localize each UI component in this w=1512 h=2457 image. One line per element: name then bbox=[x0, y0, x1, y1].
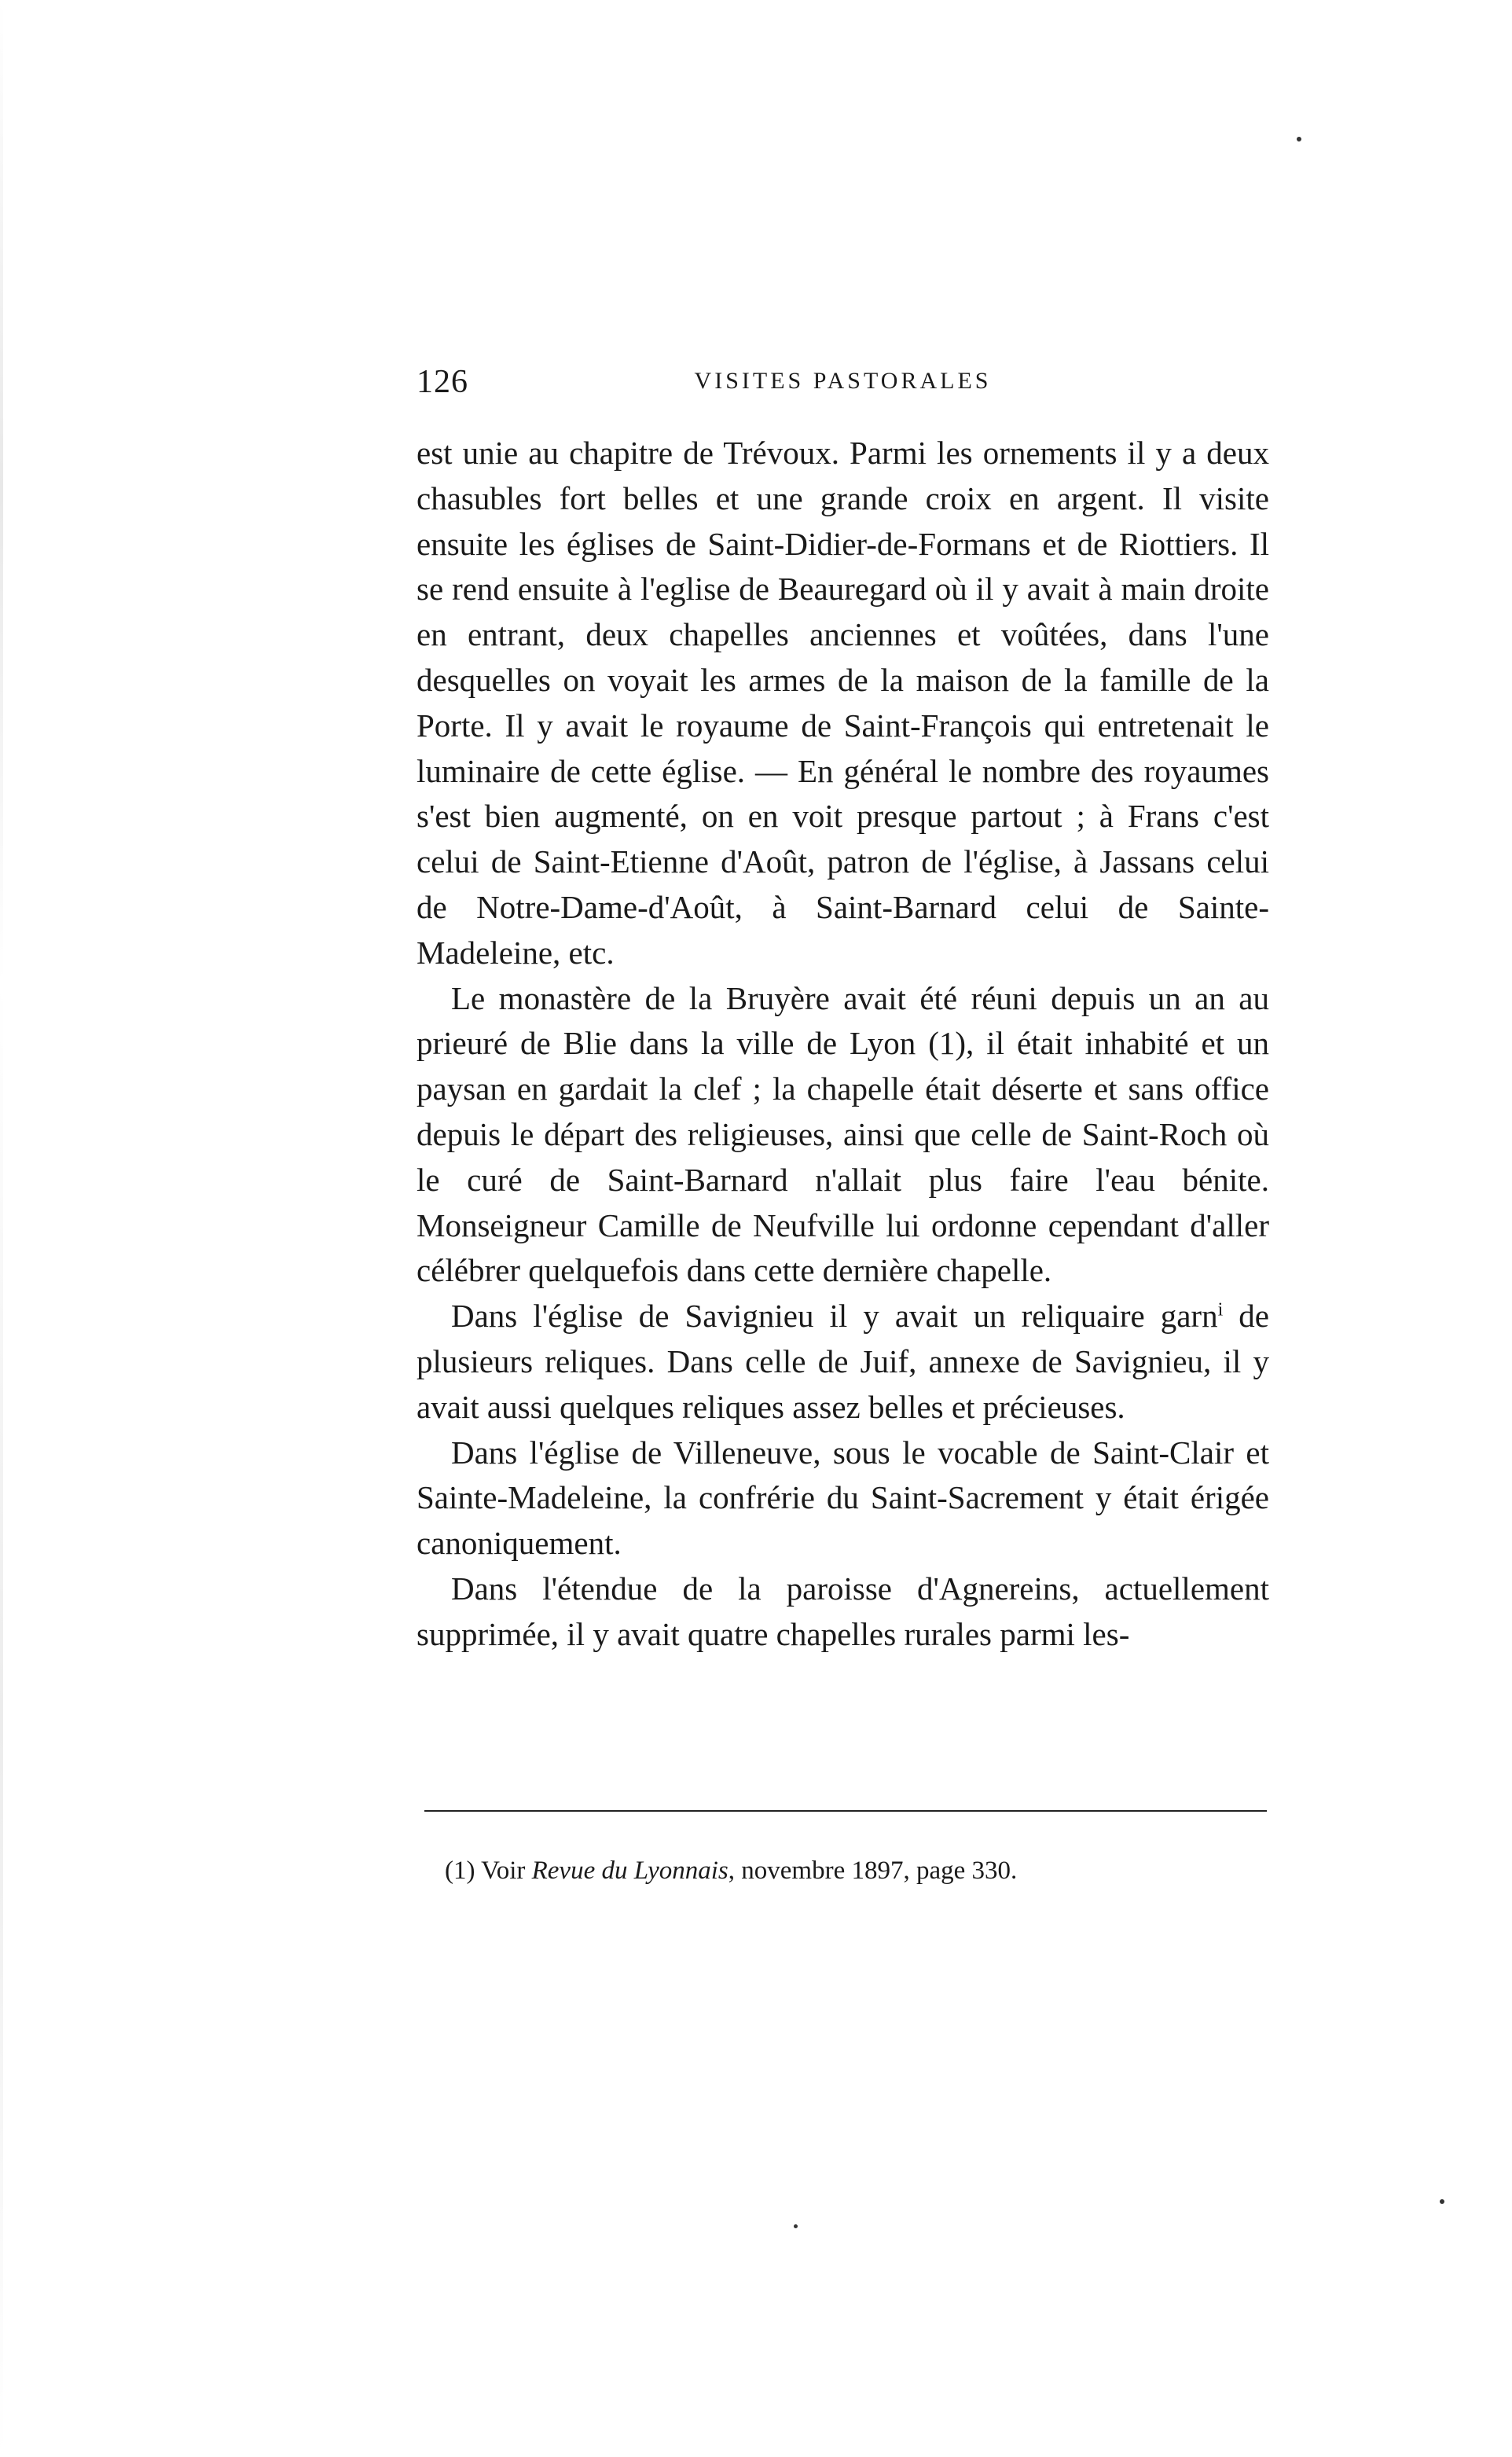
page-header bbox=[417, 363, 1269, 410]
paragraph-3 bbox=[417, 1294, 1269, 1430]
paragraph-5: Dans l'étendue de la paroisse d'Agnereins, actuellement supprimée, il y avait quatre chapelles rurales parmi les- bbox=[417, 1570, 1269, 1652]
paragraph-3-superscript: i bbox=[1217, 1299, 1224, 1320]
running-head: VISITES PASTORALES bbox=[694, 368, 992, 394]
ink-speck bbox=[794, 2224, 798, 2228]
ink-speck bbox=[1297, 137, 1301, 141]
paragraph-2: Le monastère de la Bruyère avait été réuni depuis un an au prieuré de Blie dans la ville de Lyon (1), il était inhabité et un paysan en gardait la clef ; la chapelle était déserte et sans office depuis le départ des religieuses, ainsi que celle de Saint-Roch où le curé de Saint-Barnard n'allait plus faire l'eau bénite. Monseigneur Camille de Neufville lui ordonne cependant d'aller célébrer quelquefois dans cette dernière chapelle. bbox=[417, 979, 1269, 1289]
scan-edge bbox=[0, 0, 3, 2457]
paragraph-3-rest: de plusieurs reliques. Dans celle de Juif, annexe de Savignieu, il y avait aussi quelques reliques assez belles et précieuses. bbox=[417, 1298, 1269, 1425]
footnote-rest: , novembre 1897, page 330. bbox=[728, 1857, 1018, 1885]
paragraph-1: est unie au chapitre de Trévoux. Parmi les ornements il y a deux chasubles fort belles et une grande croix en argent. Il visite ensuite les églises de Saint-Didier-de-Formans et de Riottiers. Il se rend ensuite à l'eglise de Beauregard où il y avait à main droite en entrant, deux chapelles anciennes et voûtées, dans l'une desquelles on voyait les armes de la maison de la famille de la Porte. Il y avait le royaume de Saint-François qui entretenait le luminaire de cette église. — En général le nombre des royaumes s'est bien augmenté, on en voit presque partout ; à Frans c'est celui de Saint-Etienne d'Août, patron de l'église, à Jassans celui de Notre-Dame-d'Août, à Saint-Barnard celui de Sainte-Madeleine, etc. bbox=[417, 435, 1269, 971]
body-text bbox=[417, 431, 1269, 1658]
footnote-title: Revue du Lyonnais bbox=[531, 1857, 728, 1885]
footnote bbox=[445, 1853, 1262, 1888]
paragraph-4: Dans l'église de Villeneuve, sous le vocable de Saint-Clair et Sainte-Madeleine, la confrérie du Saint-Sacrement y était érigée canoniquement. bbox=[417, 1434, 1269, 1562]
ink-speck bbox=[1440, 2199, 1444, 2204]
page-number: 126 bbox=[417, 364, 468, 400]
footnote-marker: (1) Voir bbox=[445, 1857, 532, 1885]
paragraph-3-start: Dans l'église de Savignieu il y avait un reliquaire garn bbox=[451, 1298, 1218, 1335]
footnote-rule bbox=[424, 1810, 1267, 1812]
